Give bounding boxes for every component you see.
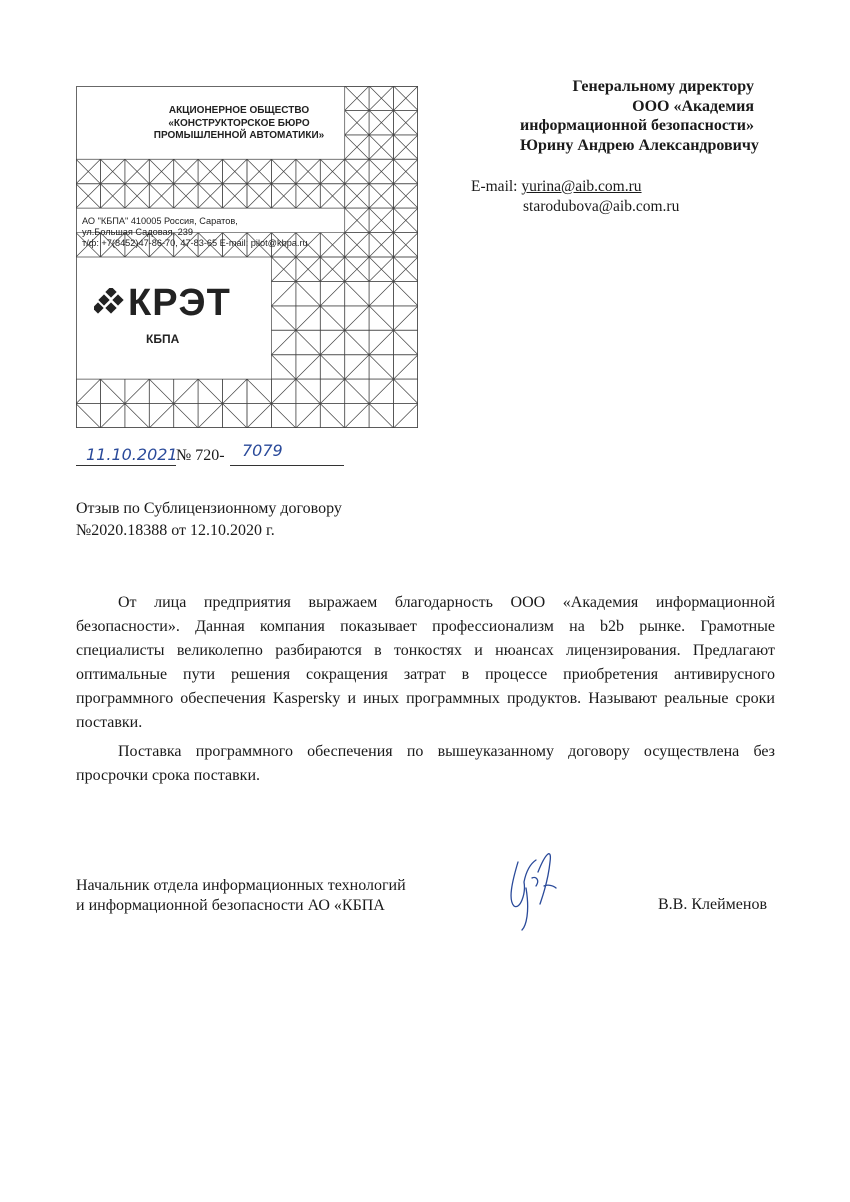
grid-cell (271, 184, 295, 208)
role-line: и информационной безопасности АО «КБПА (76, 897, 385, 914)
body-paragraph: От лица предприятия выражаем благодарность ООО «Академия информационной безопасности». Данная компания показывает профессионализм на b2b рынке. Грамотные специалисты великолепно разбираются в тонкостях и нюансах лицензирования. Предлагают оптимальные пути решения сокращения затрат в процессе приобретения антивирусного программного обеспечения Kaspersky и иных программных продуктов. Называют реальные сроки поставки. (76, 594, 775, 731)
grid-cell (320, 281, 344, 305)
grid-cell (271, 159, 295, 183)
grid-cell (394, 184, 418, 208)
grid-cell (100, 379, 124, 403)
grid-cell (320, 404, 344, 428)
grid-cell (198, 379, 222, 403)
addressee-name: Юрину Андрею Александровичу (520, 136, 759, 154)
grid-cell (345, 184, 369, 208)
grid-cell (369, 330, 393, 354)
grid-cell (174, 159, 198, 183)
company-name (134, 105, 344, 143)
body-paragraph: Поставка программного обеспечения по вышеуказанному договору осуществлена без просрочки срока поставки. (76, 743, 775, 784)
grid-cell (296, 184, 320, 208)
letter-subject (76, 498, 342, 542)
grid-cell (369, 110, 393, 134)
grid-cell (320, 306, 344, 330)
grid-cell (369, 404, 393, 428)
grid-cell (394, 159, 418, 183)
handwritten-date: 11.10.2021 (86, 445, 178, 464)
subject-line: Отзыв по Сублицензионному договору (76, 500, 342, 517)
grid-cell (394, 355, 418, 379)
grid-cell (345, 86, 369, 110)
addressee-line: информационной безопасности» (520, 117, 754, 134)
grid-cell (76, 379, 100, 403)
grid-cell (369, 233, 393, 257)
grid-cell (369, 86, 393, 110)
grid-cell (271, 379, 295, 403)
grid-cell (100, 159, 124, 183)
role-line: Начальник отдела информационных технологий (76, 877, 406, 894)
grid-cell (296, 306, 320, 330)
grid-cell (296, 379, 320, 403)
grid-cell (296, 159, 320, 183)
subject-line: №2020.18388 от 12.10.2020 г. (76, 522, 275, 539)
addressee-block (520, 77, 759, 155)
grid-cell (394, 281, 418, 305)
grid-cell (149, 404, 173, 428)
company-name-line: АКЦИОНЕРНОЕ ОБЩЕСТВО (168, 105, 310, 116)
brand-logo-text: КРЭТ (128, 282, 231, 324)
company-address (82, 216, 362, 249)
grid-cell (345, 135, 369, 159)
grid-cell (271, 257, 295, 281)
grid-cell (345, 404, 369, 428)
grid-cell (394, 379, 418, 403)
address-line: т/ф: +7(8452)47-86-70, 47-83-65 E-mail: pilot@kbpa.ru (82, 238, 308, 248)
grid-cell (369, 159, 393, 183)
address-line: АО "КБПА" 410005 Россия, Саратов, (82, 216, 238, 226)
grid-cell (271, 306, 295, 330)
date-underline (76, 465, 176, 466)
grid-cell (125, 404, 149, 428)
addressee-line: ООО «Академия (632, 97, 754, 115)
grid-cell (296, 257, 320, 281)
grid-cell (125, 379, 149, 403)
registration-line (76, 441, 344, 467)
grid-cell (369, 355, 393, 379)
grid-cell (100, 184, 124, 208)
grid-cell (345, 330, 369, 354)
grid-cell (149, 184, 173, 208)
kret-logo-icon (94, 288, 128, 318)
grid-cell (345, 159, 369, 183)
grid-cell (320, 159, 344, 183)
grid-cell (223, 404, 247, 428)
grid-cell (394, 233, 418, 257)
grid-cell (247, 159, 271, 183)
number-prefix: № 720- (176, 447, 225, 464)
grid-cell (174, 404, 198, 428)
grid-cell (320, 355, 344, 379)
grid-cell (345, 281, 369, 305)
grid-cell (369, 306, 393, 330)
brand-subtitle: КБПА (146, 332, 180, 346)
email-secondary: starodubova@aib.com.ru (523, 198, 680, 215)
handwritten-number: 7079 (242, 441, 283, 460)
signatory-role (76, 876, 406, 916)
grid-cell (394, 208, 418, 232)
handwritten-signature (496, 842, 566, 934)
grid-cell (394, 110, 418, 134)
grid-cell (394, 330, 418, 354)
grid-cell (247, 404, 271, 428)
grid-cell (125, 184, 149, 208)
grid-cell (394, 257, 418, 281)
grid-cell (345, 355, 369, 379)
grid-cell (320, 184, 344, 208)
grid-cell (320, 257, 344, 281)
grid-cell (369, 379, 393, 403)
grid-cell (271, 330, 295, 354)
grid-cell (271, 355, 295, 379)
address-line: ул.Большая Садовая, 239 (82, 227, 194, 237)
grid-cell (369, 257, 393, 281)
grid-cell (247, 184, 271, 208)
grid-cell (174, 379, 198, 403)
grid-cell (149, 379, 173, 403)
grid-cell (394, 135, 418, 159)
company-name-line: ПРОМЫШЛЕННОЙ АВТОМАТИКИ» (153, 130, 325, 141)
grid-cell (345, 257, 369, 281)
grid-cell (369, 208, 393, 232)
email-link-primary[interactable]: yurina@aib.com.ru (521, 178, 642, 195)
number-underline (230, 465, 344, 466)
grid-cell (369, 135, 393, 159)
email-block (471, 177, 679, 217)
grid-cell (271, 281, 295, 305)
letter-body (76, 591, 775, 788)
grid-cell (223, 379, 247, 403)
grid-cell (320, 379, 344, 403)
grid-cell (100, 404, 124, 428)
grid-cell (198, 159, 222, 183)
grid-cell (125, 159, 149, 183)
grid-cell (345, 379, 369, 403)
grid-cell (345, 306, 369, 330)
grid-cell (76, 184, 100, 208)
letterhead (76, 86, 418, 428)
grid-cell (271, 404, 295, 428)
grid-cell (76, 404, 100, 428)
grid-cell (296, 281, 320, 305)
grid-cell (369, 184, 393, 208)
grid-cell (247, 379, 271, 403)
grid-cell (149, 159, 173, 183)
grid-cell (198, 184, 222, 208)
grid-cell (394, 306, 418, 330)
grid-cell (174, 184, 198, 208)
grid-cell (320, 330, 344, 354)
grid-cell (345, 110, 369, 134)
grid-cell (394, 86, 418, 110)
grid-cell (369, 281, 393, 305)
email-label: E-mail: (471, 178, 518, 195)
grid-cell (198, 404, 222, 428)
addressee-line: Генеральному директору (572, 78, 754, 95)
signatory-name: В.В. Клейменов (658, 896, 768, 913)
grid-cell (223, 184, 247, 208)
grid-cell (394, 404, 418, 428)
grid-cell (296, 330, 320, 354)
company-name-line: «КОНСТРУКТОРСКОЕ БЮРО (168, 117, 310, 129)
grid-cell (223, 159, 247, 183)
grid-cell (76, 159, 100, 183)
grid-cell (296, 404, 320, 428)
grid-cell (296, 355, 320, 379)
